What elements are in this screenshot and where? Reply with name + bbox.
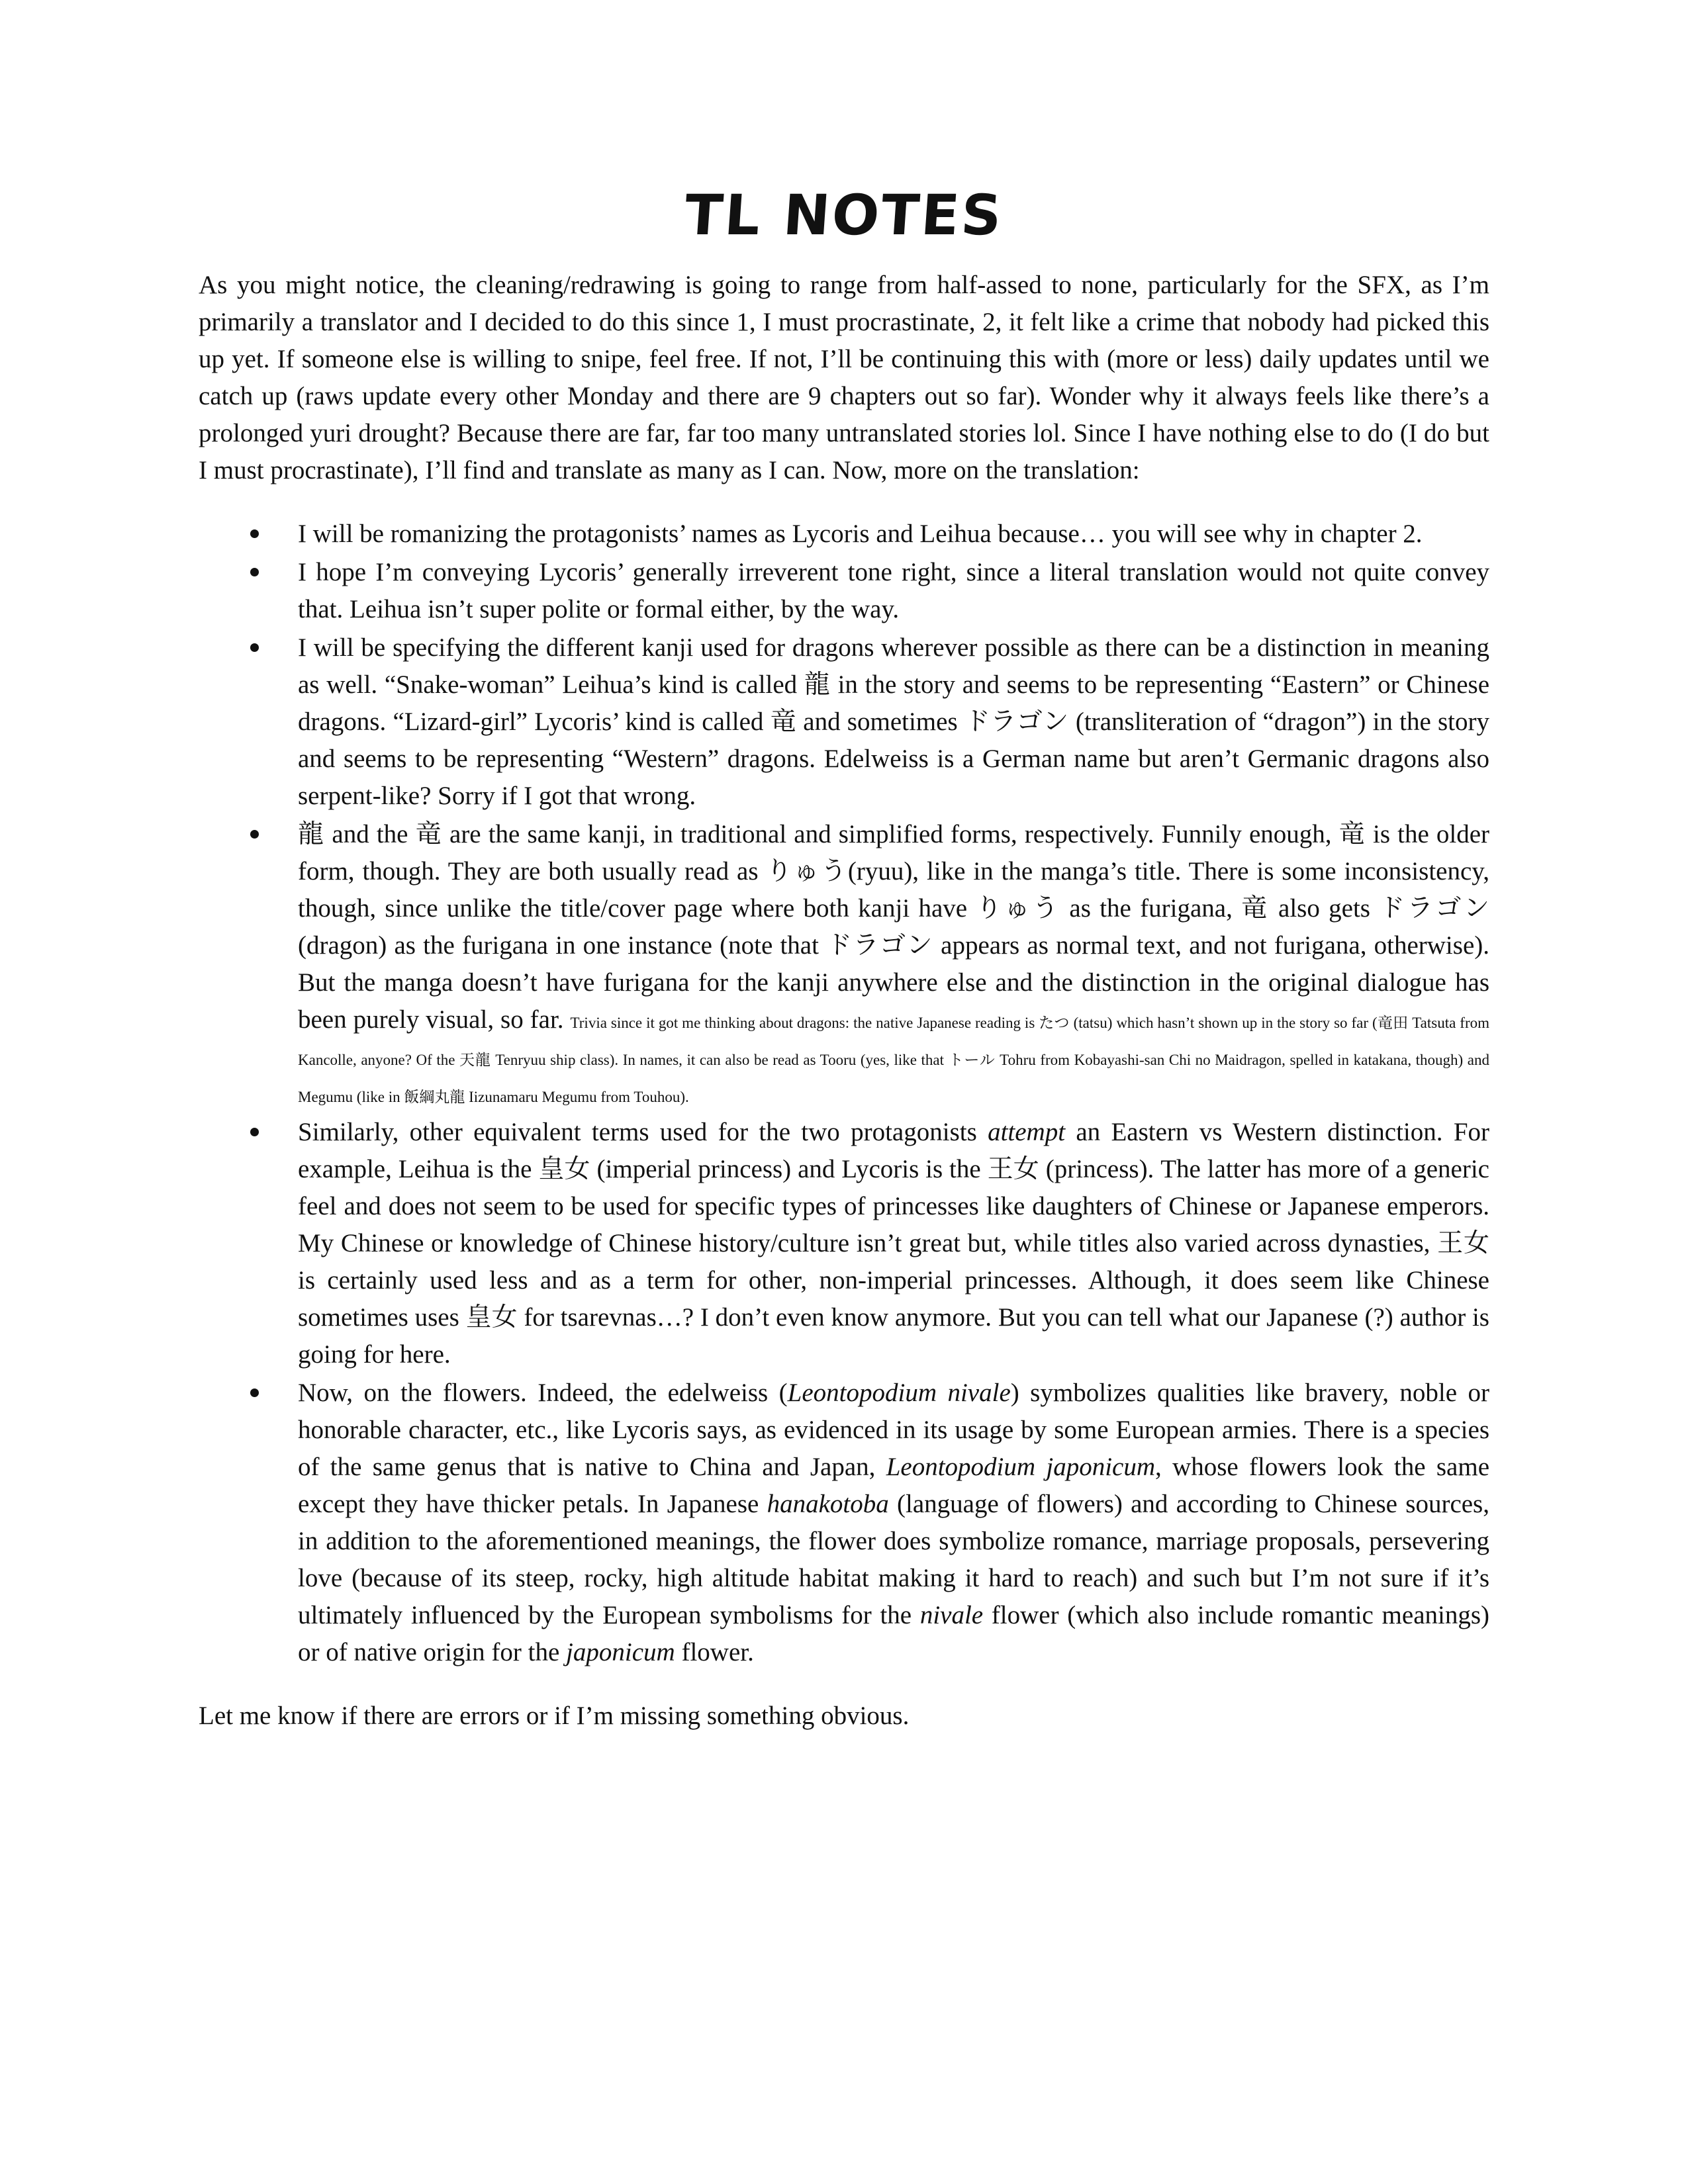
note-text: Now, on the flowers. Indeed, the edelweiss (	[298, 1379, 788, 1407]
document-page	[199, 182, 1489, 1735]
note-text: I will be specifying the different kanji used for dragons wherever possible as there can be a distinction in meaning as well. “Snake-woman” Leihua’s kind is called 龍 in the story and seems to be representing “Eastern” or Chinese dragons. “Lizard-girl” Lycoris’ kind is called 竜 and sometimes ドラゴン (transliteration of “dragon”) in the story and seems to be representing “Western” dragons. Edelweiss is a German name but aren’t Germanic dragons also serpent-like? Sorry if I got that wrong.	[298, 633, 1489, 810]
note-text: 龍 and the 竜 are the same kanji, in traditional and simplified forms, respectively. Funnily enough, 竜 is the older form, though. They are both usually read as りゅう(ryuu), like in the manga’s title. There is some inconsistency, though, since unlike the title/cover page where both kanji have りゅう as the furigana, 竜 also gets ドラゴン (dragon) as the furigana in one instance (note that ドラゴン appears as normal text, and not furigana, otherwise). But the manga doesn’t have furigana for the kanji anywhere else and the distinction in the original dialogue has been purely visual, so far.	[298, 820, 1489, 1034]
emphasis-text: hanakotoba	[767, 1490, 889, 1518]
emphasis-text: attempt	[988, 1118, 1066, 1146]
page-title: TL NOTES	[682, 183, 1006, 248]
emphasis-text: japonicum	[566, 1638, 675, 1666]
note-dragon-kanji	[199, 629, 1489, 815]
note-text: (language of flowers) and according to Chinese sources, in addition to the aforementioned meanings, the flower does symbolize romance, marriage proposals, persevering love (because of its steep, rocky, high altitude habitat making it hard to reach) and such but I’m not sure if it’s ultimately influenced by the European symbolisms for the	[298, 1490, 1489, 1629]
note-text: flower.	[675, 1638, 754, 1666]
emphasis-text: Leontopodium nivale	[787, 1379, 1011, 1407]
note-text: , whose flowers look the same except they have thicker petals. In Japanese	[298, 1453, 1490, 1518]
note-text: I will be romanizing the protagonists’ names as Lycoris and Leihua because… you will see why in chapter 2.	[298, 520, 1423, 548]
intro-paragraph: As you might notice, the cleaning/redrawing is going to range from half-assed to none, particularly for the SFX, as I’m primarily a translator and I decided to do this since 1, I must procrastinate, 2, it felt like a crime that nobody had picked this up yet. If someone else is willing to snipe, feel free. If not, I’ll be continuing this with (more or less) daily updates until we catch up (raws update every other Monday and there are 9 chapters out so far). Wonder why it always feels like there’s a prolonged yuri drought? Because there are far, far too many untranslated stories lol. Since I have nothing else to do (I do but I must procrastinate), I’ll find and translate as many as I can. Now, more on the translation:	[199, 271, 1489, 484]
note-flowers	[199, 1375, 1489, 1671]
note-tone	[199, 554, 1489, 628]
note-text: an Eastern vs Western distinction. For example, Leihua is the 皇女 (imperial princess) and Lycoris is the 王女 (princess). The latter has more of a generic feel and does not seem to be used for specific types of princesses like daughters of Chinese or Japanese emperors. My Chinese or knowledge of Chinese history/culture isn’t great but, while titles also varied across dynasties, 王女 is certainly used less and as a term for other, non-imperial princesses. Although, it does seem like Chinese sometimes uses 皇女 for tsarevnas…? I don’t even know anymore. But you can tell what our Japanese (?) author is going for here.	[298, 1118, 1489, 1369]
emphasis-text: nivale	[919, 1601, 984, 1629]
note-romanization	[199, 516, 1489, 553]
note-text: flower (which also include romantic meanings) or of native origin for the	[298, 1601, 1490, 1666]
closing-paragraph: Let me know if there are errors or if I’m missing something obvious.	[199, 1702, 910, 1730]
trivia-note: Trivia since it got me thinking about dragons: the native Japanese reading is たつ (tatsu) which hasn’t shown up in the story so far (竜田 Tatsuta from Kancolle, anyone? Of the 天龍 Tenryuu ship class). In names, it can also be read as Tooru (yes, like that トール Tohru from Kobayashi-san Chi no Maidragon, spelled in katakana, though) and Megumu (like in 飯綱丸龍 Iizunamaru Megumu from Touhou).	[298, 1015, 1489, 1105]
emphasis-text: Leontopodium japonicum	[886, 1453, 1156, 1481]
note-text: Similarly, other equivalent terms used for the two protagonists	[298, 1118, 988, 1146]
note-text: I hope I’m conveying Lycoris’ generally irreverent tone right, since a literal translation would not quite convey that. Leihua isn’t super polite or formal either, by the way.	[298, 558, 1489, 623]
note-kanji-forms	[199, 816, 1489, 1113]
note-text: ) symbolizes qualities like bravery, noble or honorable character, etc., like Lycoris says, as evidenced in its usage by some European armies. There is a species of the same genus that is native to China and Japan,	[298, 1379, 1489, 1481]
note-princess-terms	[199, 1114, 1489, 1373]
notes-list	[199, 516, 1489, 1671]
